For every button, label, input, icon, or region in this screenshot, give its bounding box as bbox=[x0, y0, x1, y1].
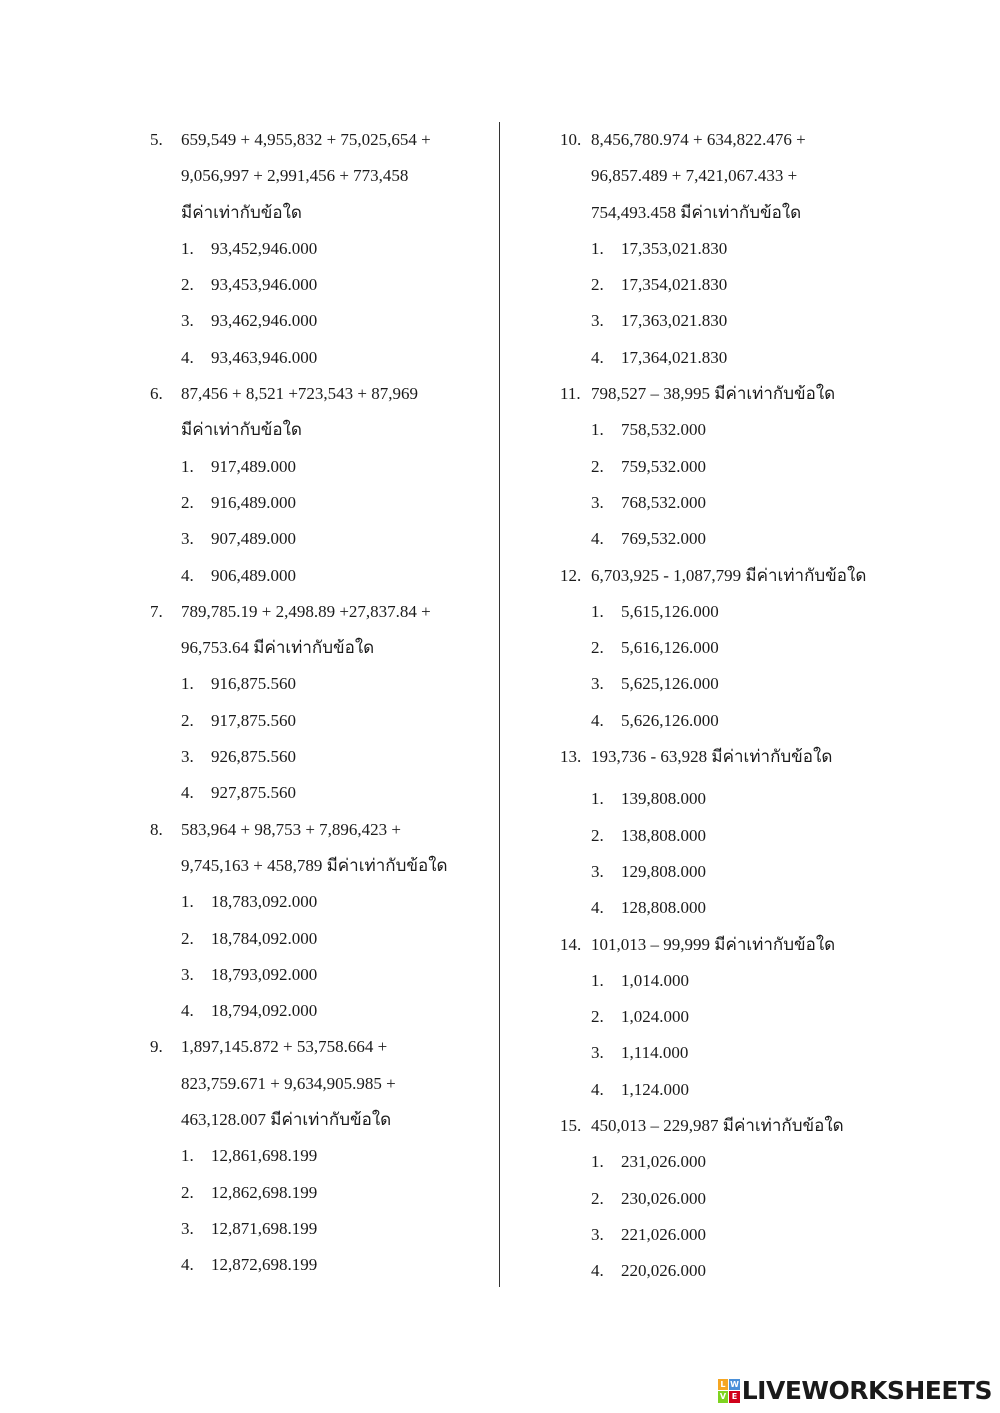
option-number: 2. bbox=[591, 456, 604, 476]
question-line bbox=[150, 848, 490, 884]
option-value: 18,793,092.000 bbox=[211, 964, 318, 984]
option-number: 1. bbox=[591, 238, 604, 258]
option-number: 4. bbox=[181, 783, 194, 803]
option-number: 4. bbox=[591, 1261, 604, 1281]
question-text: มีค่าเท่ากับข้อใด bbox=[181, 202, 302, 222]
question-number: 13. bbox=[560, 747, 582, 767]
question-block bbox=[560, 558, 940, 739]
question-number: 6. bbox=[150, 384, 163, 404]
question-block bbox=[560, 122, 940, 376]
question-line bbox=[560, 158, 940, 194]
option-number: 3. bbox=[591, 674, 604, 694]
option-number: 2. bbox=[181, 928, 194, 948]
option-value: 220,026.000 bbox=[621, 1261, 706, 1281]
answer-option[interactable] bbox=[150, 1247, 490, 1283]
option-number: 4. bbox=[591, 529, 604, 549]
answer-option[interactable] bbox=[150, 775, 490, 811]
answer-option[interactable] bbox=[560, 231, 940, 267]
option-value: 17,363,021.830 bbox=[621, 311, 728, 331]
answer-option[interactable] bbox=[150, 521, 490, 557]
option-value: 93,452,946.000 bbox=[211, 238, 318, 258]
answer-option[interactable] bbox=[150, 558, 490, 594]
question-block bbox=[150, 594, 490, 812]
question-text: 9,745,163 + 458,789 มีค่าเท่ากับข้อใด bbox=[181, 855, 448, 875]
option-number: 1. bbox=[591, 420, 604, 440]
question-text: 6,703,925 - 1,087,799 มีค่าเท่ากับข้อใด bbox=[591, 565, 867, 585]
answer-option[interactable] bbox=[560, 1181, 940, 1217]
question-text: มีค่าเท่ากับข้อใด bbox=[181, 420, 302, 440]
answer-option[interactable] bbox=[560, 412, 940, 448]
question-number: 8. bbox=[150, 819, 163, 839]
option-value: 917,875.560 bbox=[211, 710, 296, 730]
logo-badge-letter: E bbox=[729, 1391, 740, 1403]
column-divider bbox=[499, 122, 500, 1287]
answer-option[interactable] bbox=[150, 231, 490, 267]
option-value: 1,124.000 bbox=[621, 1079, 689, 1099]
answer-option[interactable] bbox=[560, 485, 940, 521]
question-line bbox=[560, 927, 940, 963]
option-number: 3. bbox=[181, 529, 194, 549]
option-value: 768,532.000 bbox=[621, 492, 706, 512]
answer-option[interactable] bbox=[150, 703, 490, 739]
question-line bbox=[560, 376, 940, 412]
question-line bbox=[560, 195, 940, 231]
answer-option[interactable] bbox=[560, 703, 940, 739]
option-value: 916,875.560 bbox=[211, 674, 296, 694]
answer-option[interactable] bbox=[150, 921, 490, 957]
option-value: 230,026.000 bbox=[621, 1188, 706, 1208]
option-value: 927,875.560 bbox=[211, 783, 296, 803]
option-value: 907,489.000 bbox=[211, 529, 296, 549]
question-number: 12. bbox=[560, 565, 582, 585]
question-line bbox=[150, 412, 490, 448]
liveworksheets-logo bbox=[718, 1376, 992, 1405]
option-number: 4. bbox=[591, 710, 604, 730]
question-text: 450,013 – 229,987 มีค่าเท่ากับข้อใด bbox=[591, 1116, 844, 1136]
option-number: 1. bbox=[591, 789, 604, 809]
answer-option[interactable] bbox=[150, 449, 490, 485]
answer-option[interactable] bbox=[150, 1211, 490, 1247]
option-number: 1. bbox=[181, 1146, 194, 1166]
option-value: 1,114.000 bbox=[621, 1043, 689, 1063]
question-text: 798,527 – 38,995 มีค่าเท่ากับข้อใด bbox=[591, 384, 836, 404]
question-text: 9,056,997 + 2,991,456 + 773,458 bbox=[181, 166, 409, 186]
option-number: 3. bbox=[591, 311, 604, 331]
option-value: 17,353,021.830 bbox=[621, 238, 728, 258]
answer-option[interactable] bbox=[560, 630, 940, 666]
question-line bbox=[560, 739, 940, 775]
option-number: 1. bbox=[181, 238, 194, 258]
answer-option[interactable] bbox=[150, 739, 490, 775]
option-number: 1. bbox=[591, 601, 604, 621]
answer-option[interactable] bbox=[150, 485, 490, 521]
answer-option[interactable] bbox=[150, 1175, 490, 1211]
option-number: 3. bbox=[591, 1043, 604, 1063]
option-number: 2. bbox=[181, 1182, 194, 1202]
option-number: 4. bbox=[181, 1001, 194, 1021]
option-value: 759,532.000 bbox=[621, 456, 706, 476]
option-number: 1. bbox=[181, 674, 194, 694]
option-number: 3. bbox=[591, 861, 604, 881]
answer-option[interactable] bbox=[150, 1138, 490, 1174]
option-value: 5,616,126.000 bbox=[621, 638, 719, 658]
option-number: 2. bbox=[591, 638, 604, 658]
option-value: 906,489.000 bbox=[211, 565, 296, 585]
option-number: 4. bbox=[591, 347, 604, 367]
option-value: 12,862,698.199 bbox=[211, 1182, 318, 1202]
option-number: 4. bbox=[591, 898, 604, 918]
question-line bbox=[150, 594, 490, 630]
option-value: 917,489.000 bbox=[211, 456, 296, 476]
option-number: 1. bbox=[591, 970, 604, 990]
option-value: 5,626,126.000 bbox=[621, 710, 719, 730]
option-number: 1. bbox=[591, 1152, 604, 1172]
question-text: 96,753.64 มีค่าเท่ากับข้อใด bbox=[181, 638, 375, 658]
answer-option[interactable] bbox=[150, 303, 490, 339]
option-number: 1. bbox=[181, 456, 194, 476]
question-text: 463,128.007 มีค่าเท่ากับข้อใด bbox=[181, 1110, 392, 1130]
answer-option[interactable] bbox=[560, 666, 940, 702]
question-block bbox=[560, 1108, 940, 1289]
option-value: 758,532.000 bbox=[621, 420, 706, 440]
option-value: 5,615,126.000 bbox=[621, 601, 719, 621]
answer-option[interactable] bbox=[560, 1144, 940, 1180]
option-value: 12,861,698.199 bbox=[211, 1146, 318, 1166]
logo-badge-letter: W bbox=[730, 1379, 739, 1389]
option-value: 916,489.000 bbox=[211, 492, 296, 512]
logo-badge-letter: L bbox=[718, 1379, 729, 1391]
option-value: 12,872,698.199 bbox=[211, 1255, 318, 1275]
question-line bbox=[150, 158, 490, 194]
option-value: 221,026.000 bbox=[621, 1224, 706, 1244]
option-number: 3. bbox=[181, 747, 194, 767]
option-value: 5,625,126.000 bbox=[621, 674, 719, 694]
option-number: 4. bbox=[591, 1079, 604, 1099]
option-value: 18,794,092.000 bbox=[211, 1001, 318, 1021]
option-number: 2. bbox=[591, 1188, 604, 1208]
left-column bbox=[150, 122, 490, 1284]
option-number: 2. bbox=[181, 275, 194, 295]
option-value: 17,364,021.830 bbox=[621, 347, 728, 367]
question-line bbox=[150, 1066, 490, 1102]
answer-option[interactable] bbox=[560, 521, 940, 557]
option-number: 1. bbox=[181, 892, 194, 912]
answer-option[interactable] bbox=[150, 340, 490, 376]
question-block bbox=[150, 122, 490, 376]
option-number: 3. bbox=[181, 964, 194, 984]
answer-option[interactable] bbox=[560, 1217, 940, 1253]
answer-option[interactable] bbox=[560, 890, 940, 926]
option-number: 3. bbox=[591, 492, 604, 512]
option-value: 93,462,946.000 bbox=[211, 311, 318, 331]
option-value: 1,014.000 bbox=[621, 970, 689, 990]
question-line bbox=[150, 195, 490, 231]
question-number: 7. bbox=[150, 601, 163, 621]
answer-option[interactable] bbox=[560, 267, 940, 303]
answer-option[interactable] bbox=[560, 781, 940, 817]
question-text: 8,456,780.974 + 634,822.476 + bbox=[591, 130, 806, 149]
question-line bbox=[560, 558, 940, 594]
answer-option[interactable] bbox=[560, 854, 940, 890]
question-number: 9. bbox=[150, 1037, 163, 1057]
option-value: 12,871,698.199 bbox=[211, 1218, 318, 1238]
option-number: 4. bbox=[181, 347, 194, 367]
option-value: 128,808.000 bbox=[621, 898, 706, 918]
question-line bbox=[150, 376, 490, 412]
question-text: 659,549 + 4,955,832 + 75,025,654 + bbox=[181, 130, 431, 149]
question-number: 5. bbox=[150, 130, 163, 149]
option-value: 231,026.000 bbox=[621, 1152, 706, 1172]
question-number: 15. bbox=[560, 1116, 582, 1136]
option-value: 93,463,946.000 bbox=[211, 347, 318, 367]
option-number: 3. bbox=[181, 311, 194, 331]
question-text: 789,785.19 + 2,498.89 +27,837.84 + bbox=[181, 601, 431, 621]
question-block bbox=[150, 376, 490, 594]
option-value: 129,808.000 bbox=[621, 861, 706, 881]
question-text: 193,736 - 63,928 มีค่าเท่ากับข้อใด bbox=[591, 747, 833, 767]
answer-option[interactable] bbox=[560, 340, 940, 376]
question-block bbox=[150, 812, 490, 1030]
question-line bbox=[150, 812, 490, 848]
option-value: 139,808.000 bbox=[621, 789, 706, 809]
question-line bbox=[560, 1108, 940, 1144]
question-text: 1,897,145.872 + 53,758.664 + bbox=[181, 1037, 388, 1057]
question-line bbox=[560, 122, 940, 158]
question-block bbox=[560, 376, 940, 557]
answer-option[interactable] bbox=[150, 884, 490, 920]
question-text: 87,456 + 8,521 +723,543 + 87,969 bbox=[181, 384, 419, 404]
option-value: 769,532.000 bbox=[621, 529, 706, 549]
answer-option[interactable] bbox=[150, 267, 490, 303]
option-value: 1,024.000 bbox=[621, 1007, 689, 1027]
answer-option[interactable] bbox=[560, 818, 940, 854]
answer-option[interactable] bbox=[560, 449, 940, 485]
answer-option[interactable] bbox=[560, 1072, 940, 1108]
answer-option[interactable] bbox=[560, 1035, 940, 1071]
answer-option[interactable] bbox=[560, 963, 940, 999]
question-text: 583,964 + 98,753 + 7,896,423 + bbox=[181, 819, 402, 839]
option-value: 93,453,946.000 bbox=[211, 275, 318, 295]
answer-option[interactable] bbox=[150, 666, 490, 702]
right-column bbox=[560, 122, 940, 1290]
option-number: 2. bbox=[591, 275, 604, 295]
option-number: 2. bbox=[181, 710, 194, 730]
question-line bbox=[150, 630, 490, 666]
option-value: 17,354,021.830 bbox=[621, 275, 728, 295]
option-value: 18,784,092.000 bbox=[211, 928, 318, 948]
answer-option[interactable] bbox=[150, 993, 490, 1029]
option-number: 4. bbox=[181, 565, 194, 585]
option-value: 926,875.560 bbox=[211, 747, 296, 767]
answer-option[interactable] bbox=[560, 594, 940, 630]
answer-option[interactable] bbox=[560, 303, 940, 339]
question-text: 96,857.489 + 7,421,067.433 + bbox=[591, 166, 798, 186]
question-block bbox=[560, 927, 940, 1108]
option-value: 18,783,092.000 bbox=[211, 892, 318, 912]
question-number: 10. bbox=[560, 130, 582, 149]
option-number: 2. bbox=[591, 825, 604, 845]
option-number: 3. bbox=[181, 1218, 194, 1238]
option-number: 2. bbox=[591, 1007, 604, 1027]
logo-badge-icon bbox=[718, 1379, 740, 1403]
question-line bbox=[150, 1029, 490, 1065]
option-value: 138,808.000 bbox=[621, 825, 706, 845]
option-number: 3. bbox=[591, 1224, 604, 1244]
question-text: 101,013 – 99,999 มีค่าเท่ากับข้อใด bbox=[591, 934, 836, 954]
answer-option[interactable] bbox=[560, 999, 940, 1035]
option-number: 2. bbox=[181, 492, 194, 512]
question-text: 823,759.671 + 9,634,905.985 + bbox=[181, 1073, 396, 1093]
logo-text: LIVEWORKSHEETS bbox=[741, 1376, 992, 1405]
question-line bbox=[150, 1102, 490, 1138]
question-number: 14. bbox=[560, 934, 582, 954]
option-number: 4. bbox=[181, 1255, 194, 1275]
answer-option[interactable] bbox=[560, 1253, 940, 1289]
logo-badge-letter: V bbox=[718, 1391, 729, 1403]
question-number: 11. bbox=[560, 384, 581, 404]
answer-option[interactable] bbox=[150, 957, 490, 993]
question-block bbox=[150, 1029, 490, 1283]
question-line bbox=[150, 122, 490, 158]
question-text: 754,493.458 มีค่าเท่ากับข้อใด bbox=[591, 202, 802, 222]
question-block bbox=[560, 739, 940, 926]
